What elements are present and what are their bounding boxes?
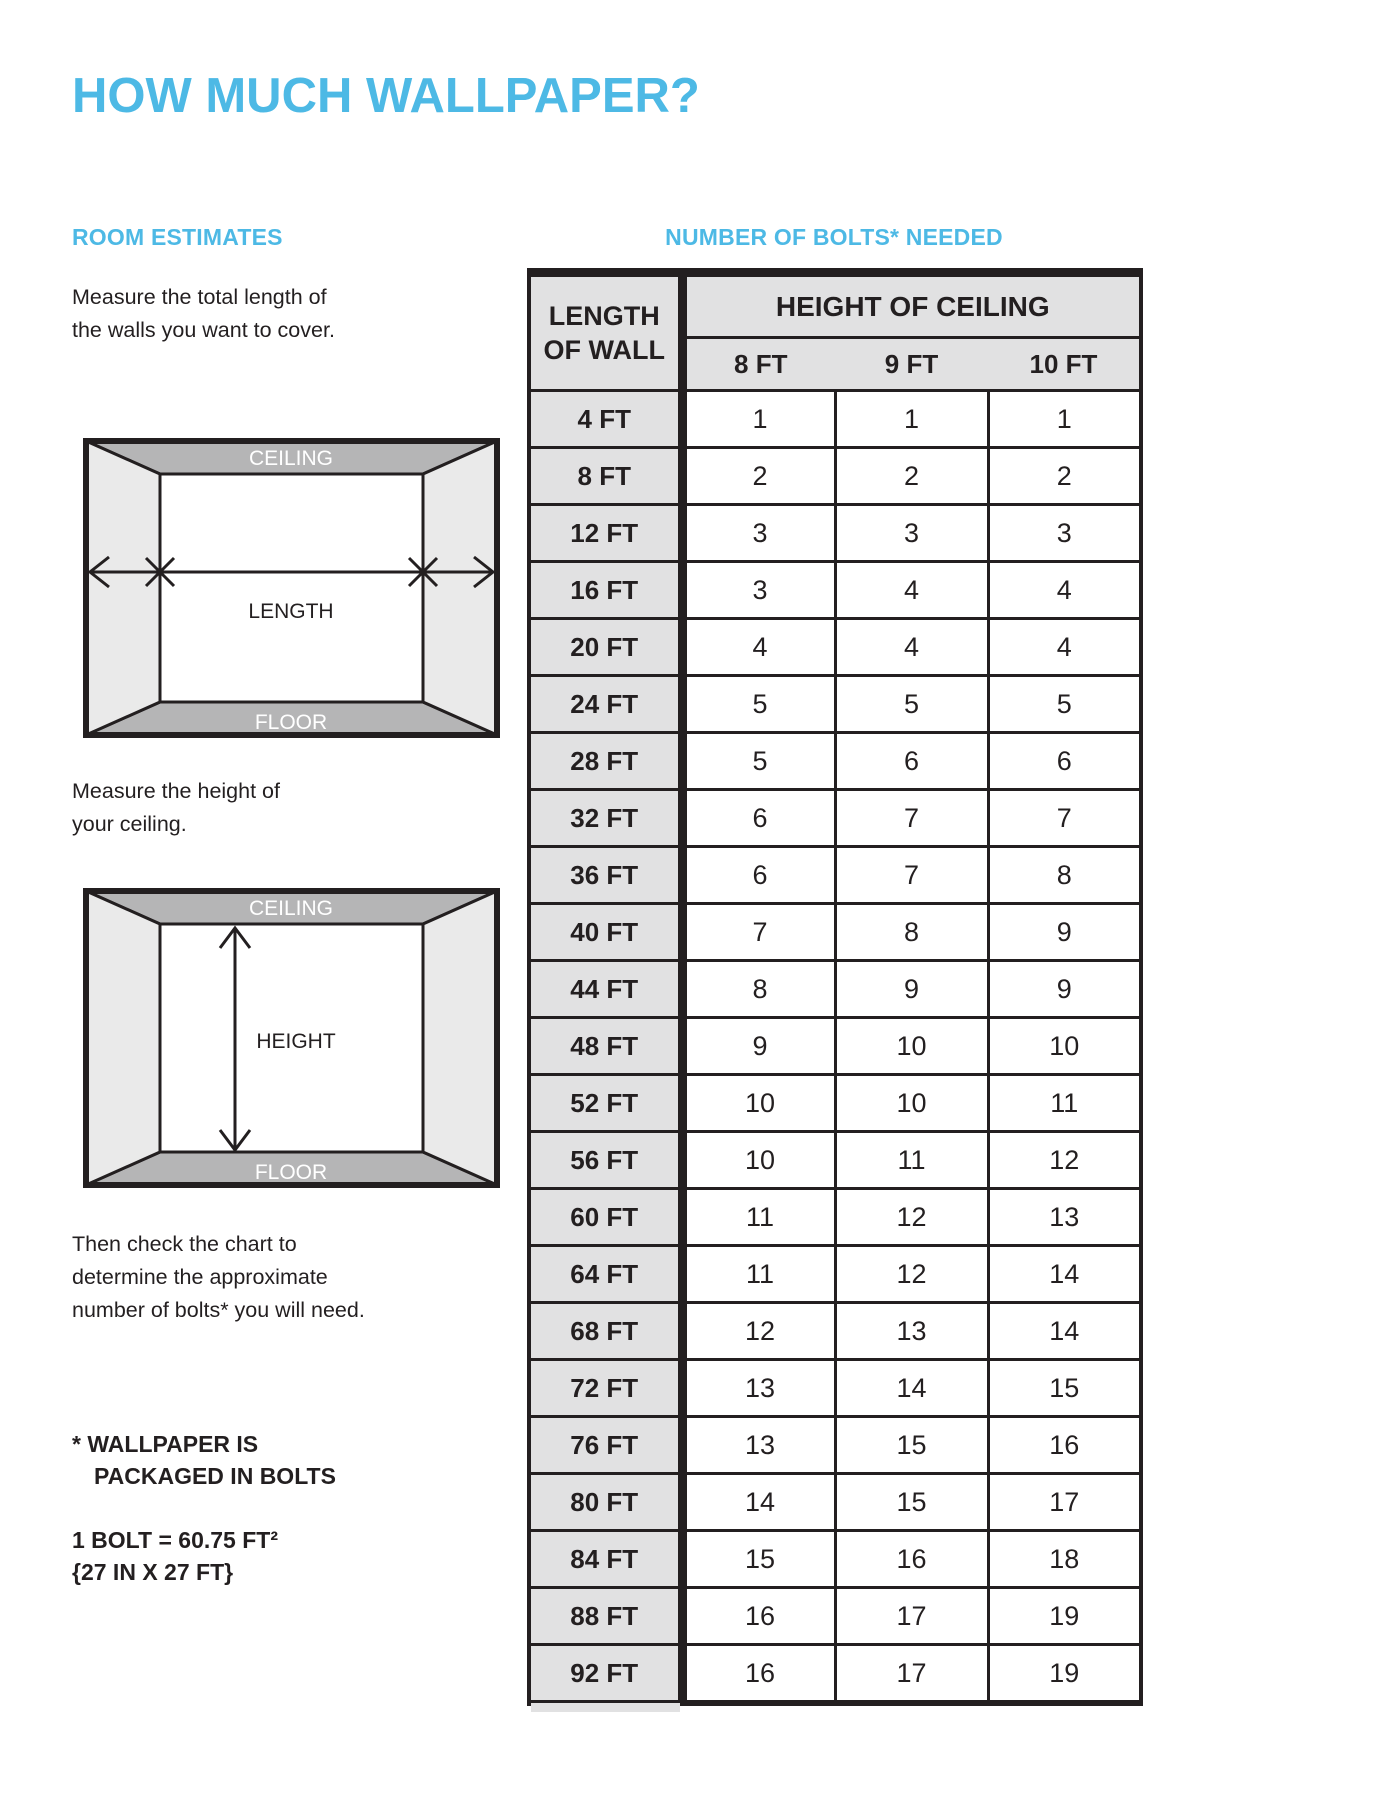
bolt-count-cell: 4 (988, 619, 1141, 676)
wall-length-cell: 80 FT (529, 1474, 682, 1531)
bolt-count-cell: 1 (835, 391, 988, 448)
back-wall (160, 474, 423, 702)
bolt-count-cell: 16 (988, 1417, 1141, 1474)
table-row (529, 1075, 1141, 1132)
bolt-count-cell: 5 (988, 676, 1141, 733)
table-row (529, 1417, 1141, 1474)
bolt-count-cell: 11 (835, 1132, 988, 1189)
bolt-footnote (72, 1428, 336, 1492)
wall-length-cell: 84 FT (529, 1531, 682, 1588)
wall-length-cell: 52 FT (529, 1075, 682, 1132)
bolts-table-rows (529, 391, 1141, 1704)
bolt-count-cell: 16 (682, 1588, 835, 1645)
bolt-count-cell: 6 (682, 790, 835, 847)
ceiling-label: CEILING (248, 897, 334, 920)
bolt-count-cell: 4 (682, 619, 835, 676)
bolt-count-cell: 9 (988, 904, 1141, 961)
wall-length-cell: 92 FT (529, 1645, 682, 1704)
bolt-size-info (72, 1524, 278, 1588)
table-row (529, 904, 1141, 961)
footnote-line1: * WALLPAPER IS (72, 1431, 259, 1457)
bolt-count-cell: 11 (682, 1189, 835, 1246)
table-row (529, 619, 1141, 676)
bolt-count-cell: 13 (682, 1360, 835, 1417)
table-row (529, 1132, 1141, 1189)
bolt-count-cell: 13 (682, 1417, 835, 1474)
col-header-10ft: 10 FT (988, 338, 1141, 391)
bolt-count-cell: 17 (835, 1588, 988, 1645)
col-header-9ft: 9 FT (835, 338, 988, 391)
bolts-table-heading: NUMBER OF BOLTS* NEEDED (665, 224, 1003, 250)
bolt-count-cell: 9 (988, 961, 1141, 1018)
bolt-count-cell: 12 (988, 1132, 1141, 1189)
bolt-count-cell: 2 (988, 448, 1141, 505)
bolt-count-cell: 3 (682, 562, 835, 619)
bolt-count-cell: 15 (682, 1531, 835, 1588)
table-left-column-stub (531, 1703, 680, 1712)
step3-line3: number of bolts* you will need. (72, 1298, 365, 1322)
step1-line2: the walls you want to cover. (72, 318, 335, 342)
left-wall (86, 441, 160, 735)
bolt-count-cell: 14 (988, 1303, 1141, 1360)
floor-label: FLOOR (254, 711, 328, 734)
bolt-count-cell: 7 (682, 904, 835, 961)
right-wall (423, 441, 497, 735)
wall-length-cell: 60 FT (529, 1189, 682, 1246)
bolt-count-cell: 2 (682, 448, 835, 505)
wall-length-cell: 16 FT (529, 562, 682, 619)
bolt-count-cell: 14 (682, 1474, 835, 1531)
wall-length-cell: 8 FT (529, 448, 682, 505)
table-row (529, 1246, 1141, 1303)
floor-label: FLOOR (254, 1161, 328, 1184)
bolt-count-cell: 1 (682, 391, 835, 448)
step2-line2: your ceiling. (72, 812, 187, 836)
bolt-count-cell: 17 (988, 1474, 1141, 1531)
bolt-info-line2: {27 IN X 27 FT} (72, 1559, 234, 1585)
wall-length-cell: 76 FT (529, 1417, 682, 1474)
bolt-count-cell: 5 (835, 676, 988, 733)
bolt-count-cell: 5 (682, 676, 835, 733)
wall-length-cell: 24 FT (529, 676, 682, 733)
table-row (529, 1303, 1141, 1360)
bolt-count-cell: 7 (835, 790, 988, 847)
bolt-count-cell: 16 (682, 1645, 835, 1704)
bolt-count-cell: 18 (988, 1531, 1141, 1588)
bolt-count-cell: 15 (835, 1474, 988, 1531)
table-row (529, 1018, 1141, 1075)
bolt-count-cell: 17 (835, 1645, 988, 1704)
bolt-count-cell: 6 (988, 733, 1141, 790)
table-row (529, 391, 1141, 448)
wall-length-cell: 88 FT (529, 1588, 682, 1645)
bolt-count-cell: 2 (835, 448, 988, 505)
left-wall (86, 891, 160, 1185)
bolt-count-cell: 6 (682, 847, 835, 904)
bolt-count-cell: 6 (835, 733, 988, 790)
wall-length-cell: 44 FT (529, 961, 682, 1018)
step3-text (72, 1228, 365, 1327)
bolt-count-cell: 15 (835, 1417, 988, 1474)
ceiling-height-diagram (83, 888, 500, 1188)
bolt-count-cell: 13 (988, 1189, 1141, 1246)
length-of-wall-header (529, 273, 682, 391)
wall-length-cell: 72 FT (529, 1360, 682, 1417)
bolt-count-cell: 10 (682, 1075, 835, 1132)
height-label: HEIGHT (256, 1030, 336, 1053)
bolt-count-cell: 4 (835, 619, 988, 676)
step2-line1: Measure the height of (72, 779, 280, 803)
wall-length-cell: 40 FT (529, 904, 682, 961)
bolt-count-cell: 1 (988, 391, 1141, 448)
bolt-count-cell: 9 (835, 961, 988, 1018)
step1-line1: Measure the total length of (72, 285, 327, 309)
bolt-count-cell: 14 (835, 1360, 988, 1417)
right-wall (423, 891, 497, 1185)
bolt-count-cell: 10 (682, 1132, 835, 1189)
bolt-count-cell: 11 (682, 1246, 835, 1303)
bolt-count-cell: 19 (988, 1645, 1141, 1704)
bolt-count-cell: 7 (988, 790, 1141, 847)
bolt-count-cell: 19 (988, 1588, 1141, 1645)
bolt-count-cell: 12 (835, 1246, 988, 1303)
bolts-table (527, 268, 1143, 1706)
length-label: LENGTH (248, 600, 334, 623)
step3-line1: Then check the chart to (72, 1232, 297, 1256)
bolt-count-cell: 14 (988, 1246, 1141, 1303)
wall-length-cell: 32 FT (529, 790, 682, 847)
bolt-count-cell: 10 (988, 1018, 1141, 1075)
wall-length-cell: 48 FT (529, 1018, 682, 1075)
table-row (529, 562, 1141, 619)
bolt-count-cell: 12 (835, 1189, 988, 1246)
table-row (529, 676, 1141, 733)
bolt-info-line1: 1 BOLT = 60.75 FT² (72, 1527, 278, 1553)
step2-text (72, 775, 280, 841)
table-row (529, 733, 1141, 790)
bolt-count-cell: 15 (988, 1360, 1141, 1417)
bolt-count-cell: 3 (835, 505, 988, 562)
bolt-count-cell: 11 (988, 1075, 1141, 1132)
bolt-count-cell: 10 (835, 1018, 988, 1075)
table-row (529, 448, 1141, 505)
table-row (529, 1360, 1141, 1417)
room-estimates-heading: ROOM ESTIMATES (72, 224, 283, 250)
bolt-count-cell: 4 (988, 562, 1141, 619)
length-of-wall-line2: OF WALL (543, 335, 665, 365)
wall-length-cell: 68 FT (529, 1303, 682, 1360)
wall-length-cell: 36 FT (529, 847, 682, 904)
ceiling-label: CEILING (248, 447, 334, 470)
bolt-count-cell: 8 (988, 847, 1141, 904)
col-header-8ft: 8 FT (682, 338, 835, 391)
bolt-count-cell: 7 (835, 847, 988, 904)
table-row (529, 1474, 1141, 1531)
table-row (529, 505, 1141, 562)
height-of-ceiling-header: HEIGHT OF CEILING (682, 273, 1141, 338)
wall-length-cell: 56 FT (529, 1132, 682, 1189)
table-row (529, 1645, 1141, 1704)
bolt-count-cell: 16 (835, 1531, 988, 1588)
bolt-count-cell: 9 (682, 1018, 835, 1075)
bolt-count-cell: 4 (835, 562, 988, 619)
table-row (529, 1189, 1141, 1246)
bolt-count-cell: 5 (682, 733, 835, 790)
wall-length-cell: 12 FT (529, 505, 682, 562)
table-row (529, 790, 1141, 847)
wall-length-cell: 28 FT (529, 733, 682, 790)
table-row (529, 961, 1141, 1018)
table-header-row-1 (529, 273, 1141, 338)
step3-line2: determine the approximate (72, 1265, 328, 1289)
room-length-diagram (83, 438, 500, 738)
bolt-count-cell: 3 (682, 505, 835, 562)
wall-length-cell: 64 FT (529, 1246, 682, 1303)
table-row (529, 1531, 1141, 1588)
page-title: HOW MUCH WALLPAPER? (72, 69, 700, 123)
wall-length-cell: 20 FT (529, 619, 682, 676)
bolt-count-cell: 8 (835, 904, 988, 961)
table-row (529, 1588, 1141, 1645)
bolt-count-cell: 8 (682, 961, 835, 1018)
step1-text (72, 281, 335, 347)
bolt-count-cell: 10 (835, 1075, 988, 1132)
footnote-line2: PACKAGED IN BOLTS (94, 1463, 336, 1489)
table-row (529, 847, 1141, 904)
wall-length-cell: 4 FT (529, 391, 682, 448)
bolt-count-cell: 12 (682, 1303, 835, 1360)
bolt-count-cell: 3 (988, 505, 1141, 562)
bolt-count-cell: 13 (835, 1303, 988, 1360)
length-of-wall-line1: LENGTH (548, 301, 660, 331)
